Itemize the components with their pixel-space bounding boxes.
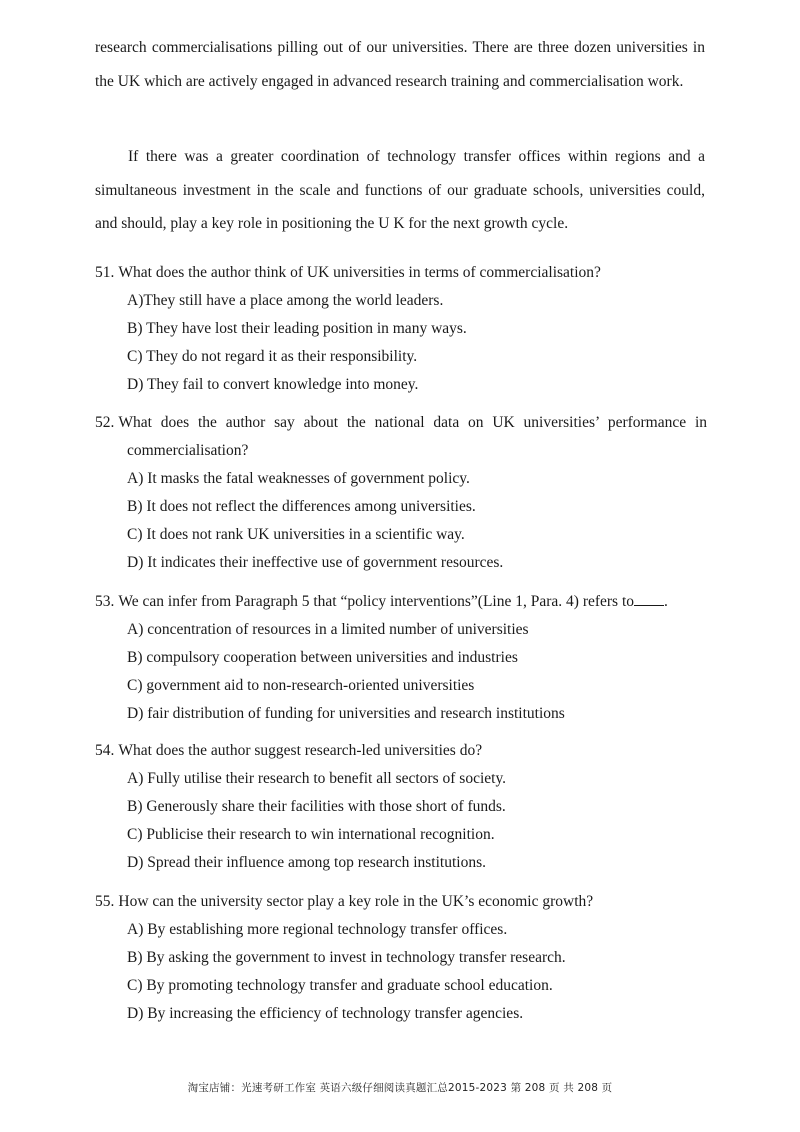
option-d: D) Spread their influence among top research institutions.	[127, 854, 486, 871]
passage-paragraph-last: If there was a greater coordination of technology transfer offices within regions and a simultaneous investment in the scale and functions of our graduate schools, universities could, and should, play a key role in positioning the U K for the next growth cycle.	[95, 148, 705, 232]
question-51	[95, 259, 707, 399]
option-a: A) Fully utilise their research to benefit all sectors of society.	[127, 770, 507, 787]
question-53	[95, 588, 707, 728]
question-number: 53.	[95, 593, 115, 610]
question-text: What does the author think of UK universities in terms of commercialisation?	[118, 264, 601, 281]
option-b: B) By asking the government to invest in technology transfer research.	[127, 949, 566, 966]
option-a: A)They still have a place among the world leaders.	[127, 292, 444, 309]
question-stem	[95, 737, 707, 765]
option-c: C) government aid to non-research-oriented universities	[127, 677, 475, 694]
question-stem	[95, 588, 707, 616]
option-a: A) By establishing more regional technology transfer offices.	[127, 921, 508, 938]
option-a: A) concentration of resources in a limited number of universities	[127, 621, 529, 638]
question-55	[95, 888, 707, 1028]
option-b: B) compulsory cooperation between universities and industries	[127, 649, 518, 666]
option-c: C) It does not rank UK universities in a scientific way.	[127, 526, 465, 543]
option-b: B) It does not reflect the differences among universities.	[127, 498, 476, 515]
question-52	[95, 409, 707, 577]
question-number: 52.	[95, 414, 115, 431]
option-c: C) By promoting technology transfer and graduate school education.	[127, 977, 553, 994]
question-stem-tail: .	[664, 593, 668, 610]
question-54	[95, 737, 707, 877]
question-text: What does the author say about the national data on UK universities’ performance in commercialisation?	[118, 414, 707, 459]
option-d: D) By increasing the efficiency of technology transfer agencies.	[127, 1005, 524, 1022]
question-stem	[95, 409, 707, 465]
question-number: 55.	[95, 893, 115, 910]
option-d: D) They fail to convert knowledge into money.	[127, 376, 419, 393]
option-a: A) It masks the fatal weaknesses of government policy.	[127, 470, 470, 487]
option-b: B) They have lost their leading position in many ways.	[127, 320, 467, 337]
question-text: How can the university sector play a key role in the UK’s economic growth?	[118, 893, 594, 910]
passage-paragraph-continued: research commercialisations pilling out of our universities. There are three dozen universities in the UK which are actively engaged in advanced research training and commercialisation work.	[95, 39, 705, 90]
page-footer: 淘宝店铺：光速考研工作室 英语六级仔细阅读真题汇总2015-2023 第 208 页 共 208 页	[187, 1082, 613, 1094]
answer-blank	[634, 591, 664, 606]
option-c: C) They do not regard it as their responsibility.	[127, 348, 418, 365]
option-c: C) Publicise their research to win international recognition.	[127, 826, 495, 843]
question-text: What does the author suggest research-led universities do?	[118, 742, 483, 759]
option-b: B) Generously share their facilities with those short of funds.	[127, 798, 506, 815]
question-number: 51.	[95, 264, 115, 281]
question-number: 54.	[95, 742, 115, 759]
question-stem	[95, 259, 707, 287]
question-text: We can infer from Paragraph 5 that “policy interventions”(Line 1, Para. 4) refers to	[118, 593, 635, 610]
option-d: D) It indicates their ineffective use of government resources.	[127, 554, 504, 571]
option-d: D) fair distribution of funding for universities and research institutions	[127, 705, 565, 722]
question-stem	[95, 888, 707, 916]
